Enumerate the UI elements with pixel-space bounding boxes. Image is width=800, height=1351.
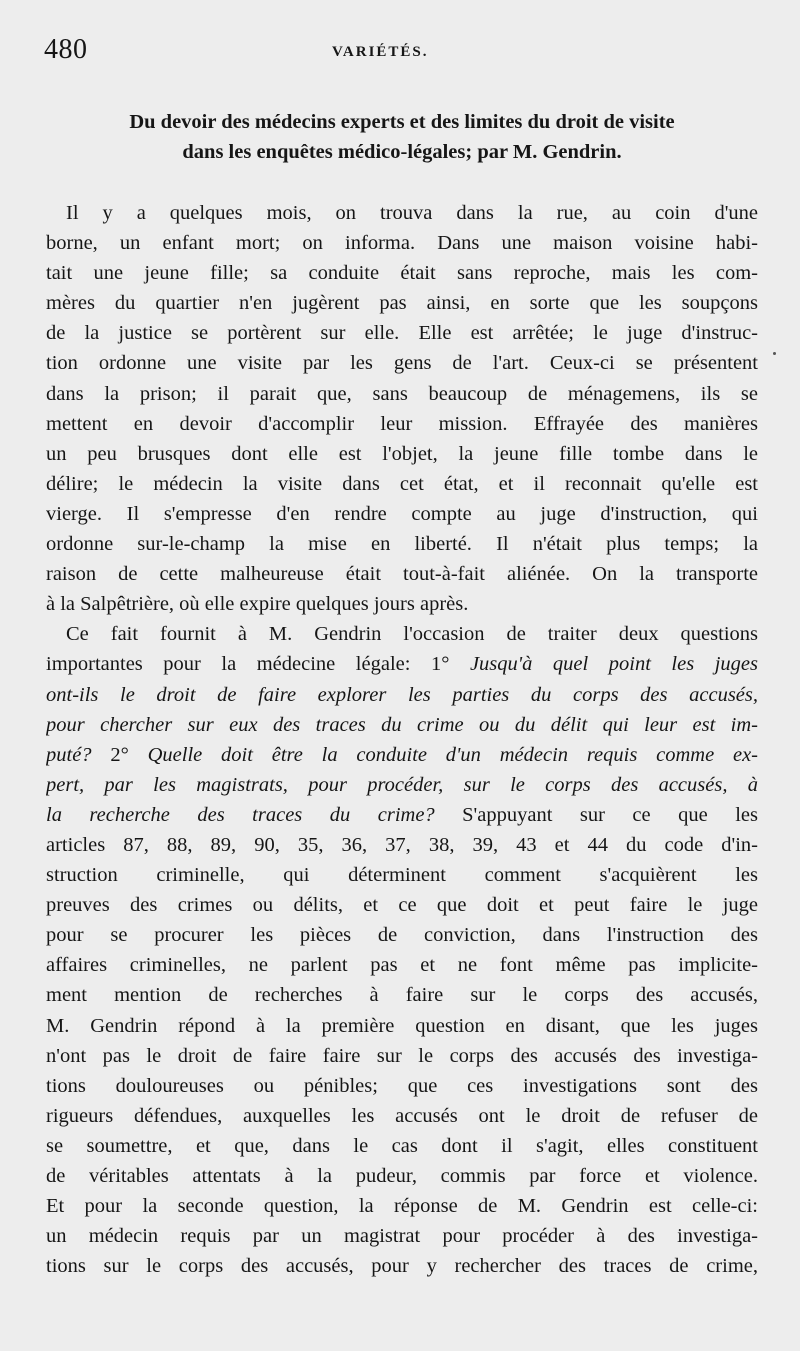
text-span: S'appuyant sur ce que les — [434, 803, 758, 826]
text-line: preuves des crimes ou délits, et ce que doit et peut faire le juge — [46, 894, 758, 917]
text-line: rigueurs défendues, auxquelles les accusés ont le droit de refuser de — [46, 1104, 758, 1127]
text-line: ordonne sur-le-champ la mise en liberté. Il n'était plus temps; la — [46, 533, 758, 556]
text-line: tions sur le corps des accusés, pour y rechercher des traces de crime, — [46, 1255, 758, 1278]
text-line: mères du quartier n'en jugèrent pas ainsi, en sorte que les soupçons — [46, 292, 758, 315]
text-line: dans la prison; il parait que, sans beaucoup de ménagemens, ils se — [46, 382, 758, 405]
article-title-line: Du devoir des médecins experts et des limites du droit de visite — [129, 111, 675, 133]
ink-speck — [773, 352, 776, 355]
text-line: affaires criminelles, ne parlent pas et ne font même pas implicite- — [46, 954, 758, 977]
page-number: 480 — [44, 34, 88, 65]
text-line: articles 87, 88, 89, 90, 35, 36, 37, 38, 39, 43 et 44 du code d'in- — [46, 833, 758, 856]
text-line: struction criminelle, qui déterminent comment s'acquièrent les — [46, 864, 758, 887]
text-line: n'ont pas le droit de faire faire sur le corps des accusés des investiga- — [46, 1044, 758, 1067]
text-line: un peu brusques dont elle est l'objet, la jeune fille tombe dans le — [46, 442, 758, 465]
text-line — [46, 770, 758, 800]
text-line: Et pour la seconde question, la réponse de M. Gendrin est celle-ci: — [46, 1195, 758, 1218]
running-head: VARIÉTÉS. — [332, 44, 429, 60]
italic-question-text: la recherche des traces du crime? — [46, 803, 435, 826]
text-line: un médecin requis par un magistrat pour procéder à des investiga- — [46, 1225, 758, 1248]
text-line: de véritables attentats à la pudeur, commis par force et violence. — [46, 1165, 758, 1187]
text-line: tait une jeune fille; sa conduite était sans reproche, mais les com- — [46, 262, 758, 285]
text-line: tions douloureuses ou pénibles; que ces investigations sont des — [46, 1074, 758, 1097]
text-line: raison de cette malheureuse était tout-à-fait aliénée. On la transporte — [46, 563, 758, 586]
text-line: Il y a quelques mois, on trouva dans la rue, au coin d'une — [66, 202, 758, 224]
italic-question-text: Jusqu'à quel point les juges — [469, 653, 758, 676]
text-line: Ce fait fournit à M. Gendrin l'occasion de traiter deux questions — [66, 623, 758, 646]
italic-question-text: puté? — [46, 743, 92, 766]
text-line: borne, un enfant mort; on informa. Dans une maison voisine habi- — [46, 232, 758, 255]
text-line — [46, 740, 758, 770]
article-title — [44, 107, 760, 167]
italic-question-text: pour chercher sur eux des traces du crime ou du délit qui leur est im- — [46, 713, 758, 736]
article-body — [46, 198, 758, 1281]
article-title-line: dans les enquêtes médico-légales; par M. Gendrin. — [182, 141, 622, 163]
text-span: 2° — [91, 743, 148, 766]
text-line: à la Salpêtrière, où elle expire quelques jours après. — [46, 593, 469, 616]
text-line: se soumettre, et que, dans le cas dont il s'agit, elles constituent — [46, 1134, 758, 1157]
italic-question-text: pert, par les magistrats, pour procéder, sur le corps des accusés, à — [46, 773, 758, 796]
text-line: M. Gendrin répond à la première question en disant, que les juges — [46, 1014, 758, 1037]
text-line: tion ordonne une visite par les gens de l'art. Ceux-ci se présentent — [46, 352, 758, 375]
text-line — [46, 680, 758, 710]
text-line — [46, 649, 758, 679]
text-line: mettent en devoir d'accomplir leur mission. Effrayée des manières — [46, 412, 758, 435]
text-line: vierge. Il s'empresse d'en rendre compte au juge d'instruction, qui — [46, 502, 758, 525]
italic-question-text: Quelle doit être la conduite d'un médecin requis comme ex- — [147, 743, 758, 766]
text-line: de la justice se portèrent sur elle. Elle est arrêtée; le juge d'instruc- — [46, 322, 758, 345]
text-line: ment mention de recherches à faire sur le corps des accusés, — [46, 984, 758, 1007]
text-line — [46, 800, 758, 830]
text-line: pour se procurer les pièces de conviction, dans l'instruction des — [46, 924, 758, 947]
italic-question-text: ont-ils le droit de faire explorer les parties du corps des accusés, — [46, 683, 758, 706]
text-line: délire; le médecin la visite dans cet état, et il reconnait qu'elle est — [46, 472, 758, 495]
text-line — [46, 710, 758, 740]
page-header — [0, 30, 800, 70]
text-span: importantes pour la médecine légale: 1° — [46, 653, 470, 676]
